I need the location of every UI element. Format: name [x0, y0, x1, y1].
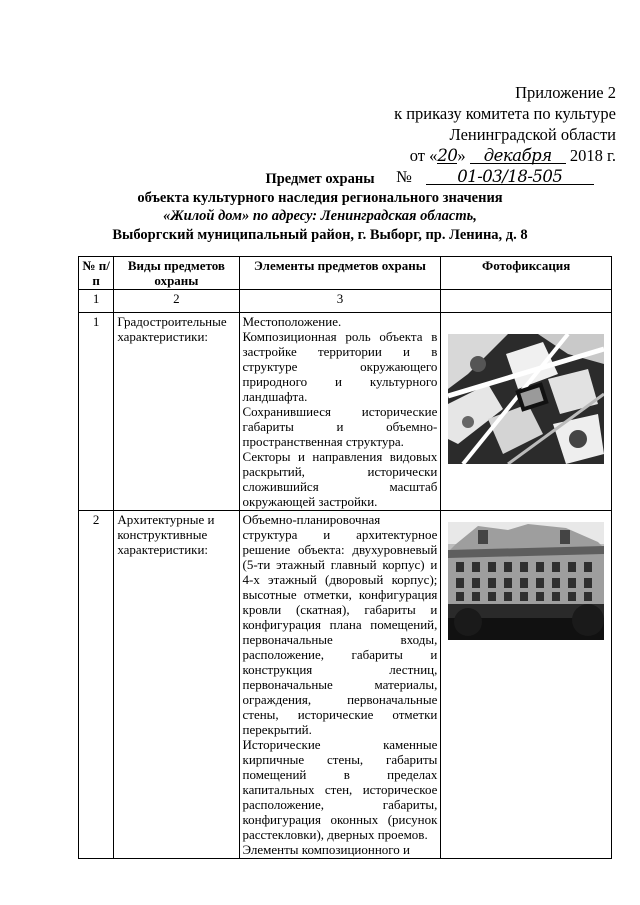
- number-label: №: [396, 167, 412, 186]
- date-month: декабря: [470, 148, 566, 164]
- row-type: Архитектурные и конструктивные характеристики:: [114, 511, 239, 859]
- header-photo: Фотофиксация: [441, 257, 612, 290]
- number-value: 01-03/18-505: [426, 169, 594, 185]
- element-paragraph: Местоположение.: [242, 314, 342, 329]
- element-paragraph: Элементы композиционного и: [242, 842, 411, 857]
- numbering-cell-3: 3: [239, 290, 441, 313]
- title-line-2: объекта культурного наследия регионального значения: [137, 189, 503, 206]
- header-type: Виды предметов охраны: [114, 257, 239, 290]
- table-row: [79, 511, 612, 859]
- date-prefix: от «: [409, 146, 438, 165]
- numbering-cell-4: [441, 290, 612, 313]
- date-year: 2018 г.: [565, 146, 616, 165]
- appendix-region: Ленинградской области: [449, 125, 616, 144]
- date-day: 20: [437, 146, 458, 165]
- row-number: 1: [79, 313, 114, 511]
- row-photo-cell: [441, 511, 612, 859]
- row-number: 2: [79, 511, 114, 859]
- element-paragraph: Секторы и направления видовых раскрытий, исторически сложившийся масштаб окружающей застройки.: [242, 449, 438, 509]
- row-elements: [239, 511, 441, 859]
- element-paragraph: Объемно-планировочная структура и архитектурное решение объекта: двухуровневый (5-ти этажный главный корпус) и 4-х этажный (дворовый корпус); высотные отметки, конфигурация кровли (скатная), габариты и конфигурация плана помещений, первоначальные входы, расположение, габариты и конструкция лестниц, первоначальные материалы, ограждения, первоначальные стены, исторические отметки перекрытий.: [242, 512, 438, 737]
- header-number: № п/п: [79, 257, 114, 290]
- header-elements: Элементы предметов охраны: [239, 257, 441, 290]
- date-mid: »: [457, 146, 470, 165]
- protection-subject-table: [78, 256, 612, 859]
- title-line-1: Предмет охраны: [265, 171, 375, 187]
- row-elements: [239, 313, 441, 511]
- table-header-row: [79, 257, 612, 290]
- aerial-map-photo: [448, 334, 604, 464]
- table-numbering-row: [79, 290, 612, 313]
- appendix-title: Приложение 2: [515, 83, 616, 102]
- element-paragraph: Композиционная роль объекта в застройке территории и в структуре окружающего природного и культурного ландшафта.: [242, 329, 438, 404]
- table-row: [79, 313, 612, 511]
- appendix-order-ref: к приказу комитета по культуре: [394, 104, 616, 123]
- title-line-3: «Жилой дом» по адресу: Ленинградская область,: [163, 208, 477, 225]
- row-type: Градостроительные характеристики:: [114, 313, 239, 511]
- document-title: [100, 170, 540, 244]
- title-line-4: Выборгский муниципальный район, г. Выборг, пр. Ленина, д. 8: [112, 226, 528, 243]
- row-photo-cell: [441, 313, 612, 511]
- element-paragraph: Исторические каменные кирпичные стены, габариты помещений в пределах капитальных стен, историческое расположение, габариты, конфигурация оконных (рисунок расстекловки), дверных проемов.: [242, 737, 438, 842]
- building-facade-photo: [448, 522, 604, 640]
- appendix-date: [394, 145, 616, 166]
- element-paragraph: Сохранившиеся исторические габариты и объемно-пространственная структура.: [242, 404, 438, 449]
- numbering-cell-1: 1: [79, 290, 114, 313]
- numbering-cell-2: 2: [114, 290, 239, 313]
